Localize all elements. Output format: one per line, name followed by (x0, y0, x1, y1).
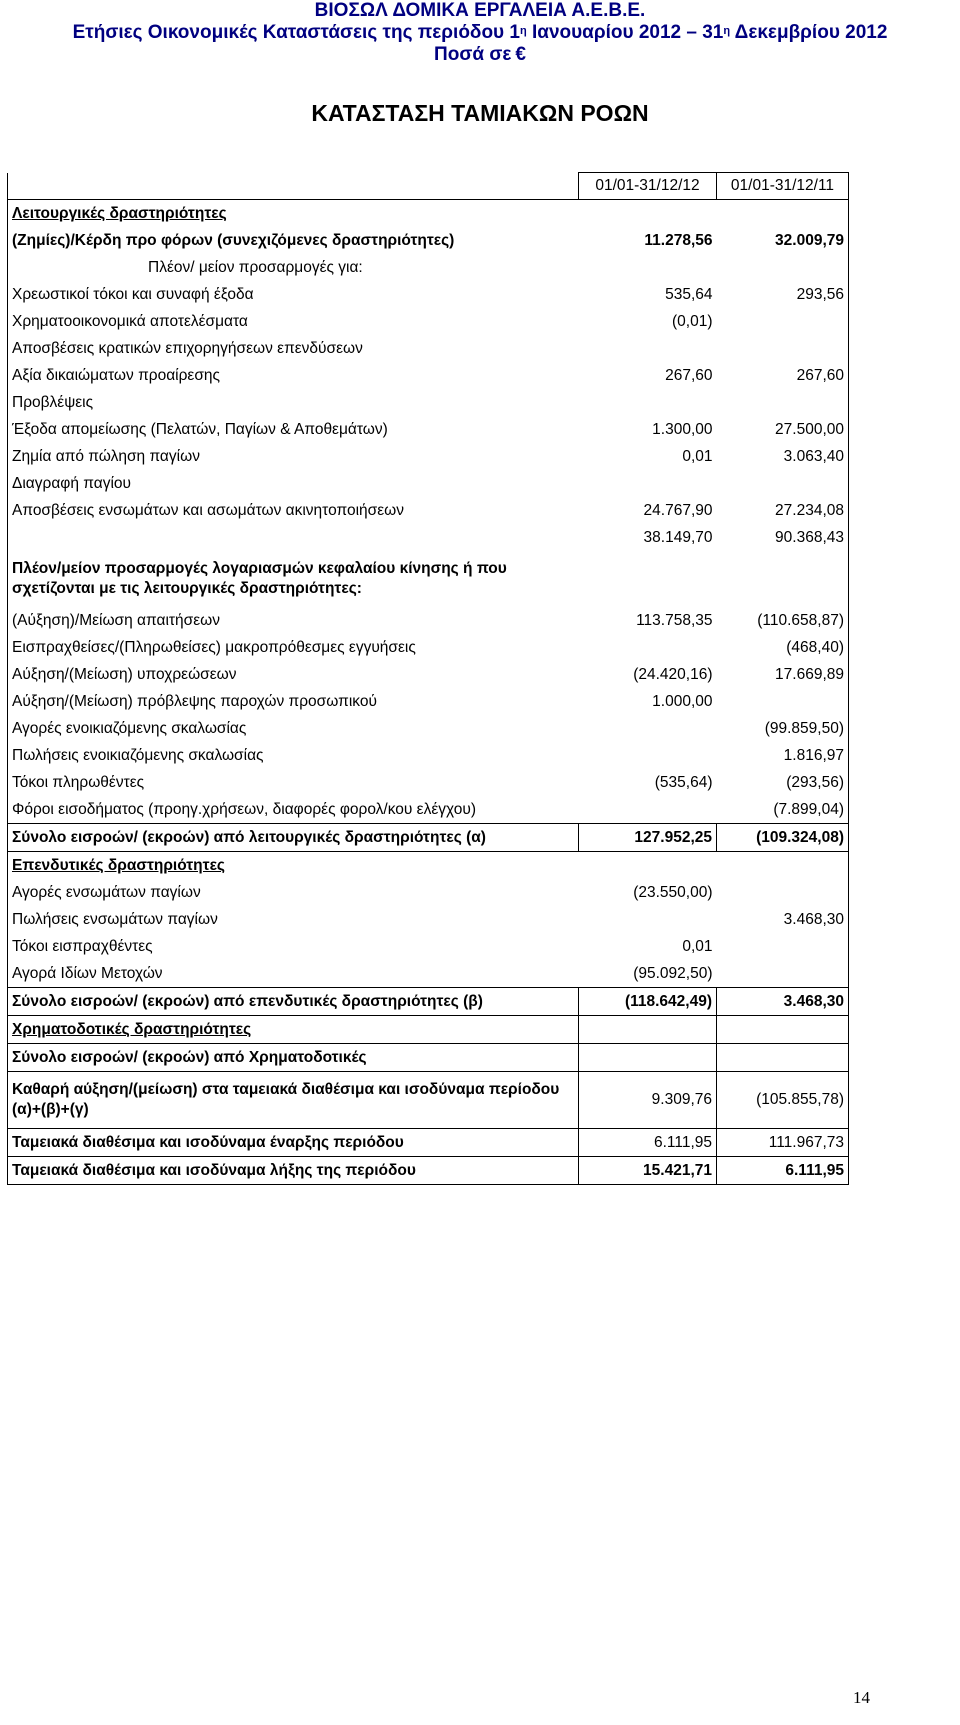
value-2011: (7.899,04) (773, 800, 844, 818)
value-2011: 27.500,00 (775, 420, 844, 438)
page-title: ΚΑΤΑΣΤΑΣΗ ΤΑΜΙΑΚΩΝ ΡΟΩΝ (311, 100, 649, 126)
value-2012 (579, 470, 717, 497)
value-2012: 267,60 (665, 366, 713, 384)
value-2012: 535,64 (665, 285, 713, 303)
value-2011: 267,60 (796, 366, 844, 384)
value-2012 (579, 742, 717, 769)
value-2012: (24.420,16) (633, 665, 713, 683)
value-2012 (579, 551, 717, 607)
value-2012: (535,64) (654, 773, 713, 791)
value-2012: 15.421,71 (579, 1157, 717, 1185)
value-2012 (579, 389, 717, 416)
total-row-financing (8, 1044, 849, 1072)
value-2012 (579, 852, 717, 880)
value-2011 (717, 335, 849, 362)
value-2011 (717, 470, 849, 497)
table-row (8, 254, 849, 281)
row-label: Πωλήσεις ενσωμάτων παγίων (12, 910, 218, 928)
net-change-row (8, 1072, 849, 1129)
value-2012 (579, 254, 717, 281)
value-2012 (579, 1044, 717, 1072)
row-label: Αποσβέσεις κρατικών επιχορηγήσεων επενδύσεων (12, 339, 363, 357)
value-2011 (717, 254, 849, 281)
table-row (8, 227, 849, 254)
subtotal-row (8, 524, 849, 551)
row-label: Αύξηση/(Μείωση) υποχρεώσεων (12, 665, 237, 683)
value-2011: (293,56) (786, 773, 844, 791)
value-2011 (717, 389, 849, 416)
table-row (8, 362, 849, 389)
header-blank (8, 173, 579, 200)
company-name: ΒΙΟΣΩΛ ΔΟΜΙΚΑ ΕΡΓΑΛΕΙΑ Α.Ε.Β.Ε. (314, 0, 646, 21)
row-label: Αγορά Ιδίων Μετοχών (12, 964, 163, 982)
row-label: Αξία δικαιώματων προαίρεσης (12, 366, 221, 384)
value-2011 (717, 852, 849, 880)
row-label: (Ζημίες)/Κέρδη προ φόρων (συνεχιζόμενες δραστηριότητες) (12, 231, 455, 249)
row-label: Πωλήσεις ενοικιαζόμενης σκαλωσίας (12, 746, 264, 764)
table-row (8, 335, 849, 362)
value-2011 (717, 200, 849, 228)
row-label: Σύνολο εισροών/ (εκροών) από επενδυτικές δραστηριότητες (β) (8, 988, 579, 1016)
row-label: Διαγραφή παγίου (12, 474, 131, 492)
value-2012: 24.767,90 (643, 501, 713, 519)
value-2012: 38.149,70 (643, 528, 713, 546)
value-2012: (95.092,50) (633, 964, 713, 982)
row-label: Καθαρή αύξηση/(μείωση) στα ταμειακά διαθέσιμα και ισοδύναμα περίοδου (α)+(β)+(γ) (8, 1072, 579, 1129)
value-2012: 0,01 (682, 937, 713, 955)
value-2011 (717, 879, 849, 906)
value-2011 (717, 551, 849, 607)
row-label: Χρηματοοικονομικά αποτελέσματα (12, 312, 248, 330)
table-row (8, 281, 849, 308)
table-row (8, 906, 849, 933)
table-row (8, 852, 849, 880)
row-label: Ταμειακά διαθέσιμα και ισοδύναμα λήξης της περιόδου (8, 1157, 579, 1185)
row-label: Λειτουργικές δραστηριότητες (12, 204, 227, 222)
row-label (8, 524, 579, 551)
value-2011: 32.009,79 (775, 231, 844, 249)
value-2011: (105.855,78) (717, 1072, 849, 1129)
value-2012: 127.952,25 (579, 824, 717, 852)
value-2011: 6.111,95 (717, 1157, 849, 1185)
table-row (8, 497, 849, 524)
value-2012: (118.642,49) (579, 988, 717, 1016)
page-number: 14 (853, 1688, 870, 1707)
table-row (8, 960, 849, 988)
value-2011: 17.669,89 (775, 665, 844, 683)
value-2012: 113.758,35 (636, 611, 713, 629)
cash-flow-table (7, 172, 849, 1185)
column-header-row (8, 173, 849, 200)
opening-cash-row (8, 1129, 849, 1157)
value-2011: 3.063,40 (783, 447, 844, 465)
row-label: Φόροι εισοδήματος (προηγ.χρήσεων, διαφορές φορολ/κου ελέγχου) (12, 800, 476, 818)
value-2011: 3.468,30 (783, 910, 844, 928)
row-label: Επενδυτικές δραστηριότητες (12, 856, 225, 874)
table-row (8, 796, 849, 824)
row-label: Ζημία από πώληση παγίων (12, 447, 200, 465)
row-label: Χρεωστικοί τόκοι και συναφή έξοδα (12, 285, 254, 303)
table-row (8, 389, 849, 416)
value-2011: (110.658,87) (757, 611, 844, 629)
row-label: Έξοδα απομείωσης (Πελατών, Παγίων & Αποθεμάτων) (12, 420, 388, 438)
table-row (8, 470, 849, 497)
row-label: (Αύξηση)/Μείωση απαιτήσεων (12, 611, 220, 629)
value-2012 (579, 335, 717, 362)
table-row (8, 688, 849, 715)
value-2012: (0,01) (672, 312, 713, 330)
value-2011 (717, 688, 849, 715)
row-label: Αγορές ενσωμάτων παγίων (12, 883, 201, 901)
table-row (8, 661, 849, 688)
row-label: Πλέον/μείον προσαρμογές λογαριασμών κεφαλαίου κίνησης ή που σχετίζονται με τις λειτουργικές δραστηριότητες: (12, 560, 507, 597)
value-2012: 0,01 (682, 447, 713, 465)
value-2011: (99.859,50) (764, 719, 844, 737)
euro-icon: € (515, 44, 526, 65)
value-2011: 111.967,73 (717, 1129, 849, 1157)
value-2011: 293,56 (796, 285, 844, 303)
amounts-line: Ποσά σε € (434, 44, 526, 65)
row-label: Αύξηση/(Μείωση) πρόβλεψης παροχών προσωπικού (12, 692, 377, 710)
value-2011: (468,40) (786, 638, 844, 656)
closing-cash-row (8, 1157, 849, 1185)
row-label: Αποσβέσεις ενσωμάτων και ασωμάτων ακινητοποιήσεων (12, 501, 404, 519)
table-row (8, 607, 849, 634)
value-2011: 3.468,30 (717, 988, 849, 1016)
value-2012: 9.309,76 (579, 1072, 717, 1129)
value-2012: 1.300,00 (652, 420, 713, 438)
table-row (8, 715, 849, 742)
value-2011: 90.368,43 (775, 528, 844, 546)
column-header-2012: 01/01-31/12/12 (579, 173, 717, 200)
value-2011 (717, 1016, 849, 1044)
value-2011: 27.234,08 (775, 501, 844, 519)
table-row (8, 443, 849, 470)
period-line: Ετήσιες Οικονομικές Καταστάσεις της περιόδου $1^\eta$ Ιανουαρίου $2012 - 31^\eta$ Δεκεμβρίου 2012 (72, 22, 888, 43)
table-row (8, 551, 849, 607)
table-row (8, 634, 849, 661)
value-2012: 6.111,95 (579, 1129, 717, 1157)
row-label: Εισπραχθείσες/(Πληρωθείσες) μακροπρόθεσμες εγγυήσεις (12, 638, 416, 656)
value-2012 (579, 906, 717, 933)
row-label: Σύνολο εισροών/ (εκροών) από Χρηματοδοτικές (8, 1044, 579, 1072)
table-row (8, 742, 849, 769)
table-row (8, 308, 849, 335)
value-2012: 1.000,00 (652, 692, 713, 710)
value-2011 (717, 1044, 849, 1072)
table-row (8, 879, 849, 906)
table-row (8, 416, 849, 443)
value-2012 (579, 715, 717, 742)
table-row (8, 200, 849, 228)
value-2012 (579, 796, 717, 824)
value-2011: (109.324,08) (717, 824, 849, 852)
value-2011 (717, 960, 849, 988)
row-label: Αγορές ενοικιαζόμενης σκαλωσίας (12, 719, 247, 737)
row-label: Τόκοι πληρωθέντες (12, 773, 145, 791)
row-label: Τόκοι εισπραχθέντες (12, 937, 153, 955)
table-row (8, 1016, 849, 1044)
table-row (8, 769, 849, 796)
column-header-2011: 01/01-31/12/11 (717, 173, 849, 200)
value-2012 (579, 200, 717, 228)
row-label: Πλέον/ μείον προσαρμογές για: (148, 258, 363, 276)
row-label: Χρηματοδοτικές δραστηριότητες (8, 1016, 579, 1044)
row-label: Προβλέψεις (12, 393, 94, 411)
total-row-investing (8, 988, 849, 1016)
total-row-operating (8, 824, 849, 852)
table-row (8, 933, 849, 960)
value-2012: 11.278,56 (644, 231, 713, 249)
row-label: Σύνολο εισροών/ (εκροών) από λειτουργικές δραστηριότητες (α) (8, 824, 579, 852)
value-2012 (579, 634, 717, 661)
row-label: Ταμειακά διαθέσιμα και ισοδύναμα έναρξης περιόδου (8, 1129, 579, 1157)
value-2011 (717, 308, 849, 335)
value-2011: 1.816,97 (783, 746, 844, 764)
value-2012: (23.550,00) (633, 883, 713, 901)
value-2012 (579, 1016, 717, 1044)
value-2011 (717, 933, 849, 960)
